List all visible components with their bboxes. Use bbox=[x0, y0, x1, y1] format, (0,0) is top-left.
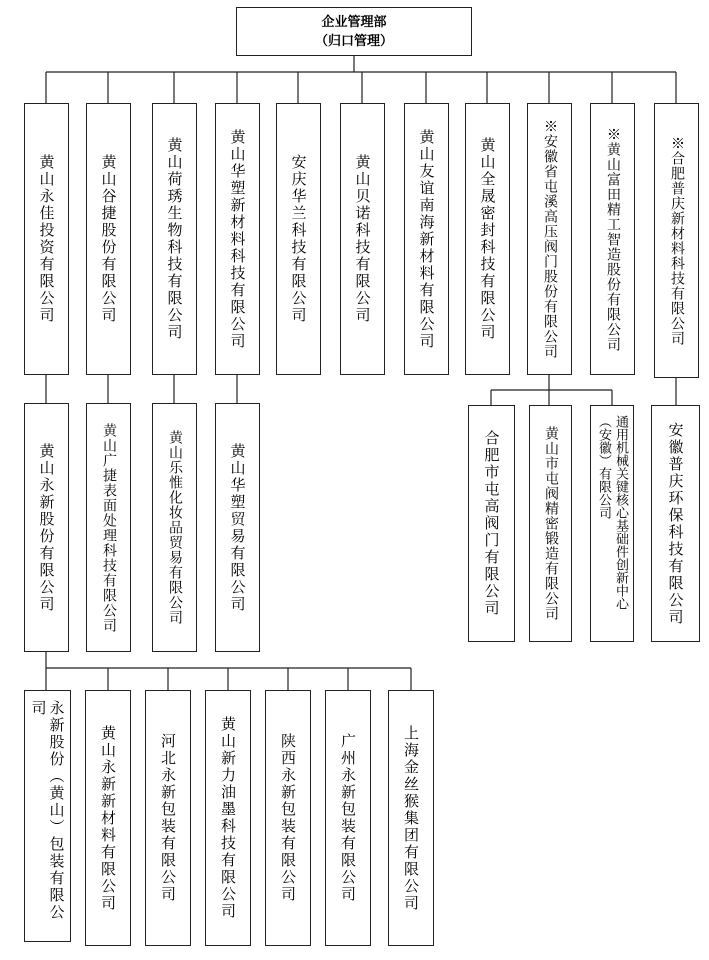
node-hexiu-bio bbox=[152, 103, 197, 375]
node-label: ※黄山富田精工智造股份有限公司 bbox=[605, 126, 621, 352]
node-shaanxi-yongxin-packaging bbox=[265, 690, 311, 946]
node-hefei-tungao-valve bbox=[468, 405, 515, 642]
node-hefei-puqing bbox=[654, 103, 699, 378]
node-label: 黄山友谊南海新材料有限公司 bbox=[417, 128, 436, 350]
node-label: 黄山华塑贸易有限公司 bbox=[228, 442, 247, 613]
node-label: 黄山永新股份有限公司 bbox=[37, 442, 56, 613]
node-label: 黄山永佳投资有限公司 bbox=[37, 154, 56, 324]
node-lewei-cosmetics bbox=[152, 403, 197, 652]
node-label: 合肥市屯高阀门有限公司 bbox=[482, 430, 501, 617]
node-label: 河北永新包装有限公司 bbox=[159, 733, 177, 903]
node-label: 通用机械关键核心基础件创新中心（安徽）有限公司 bbox=[596, 414, 628, 610]
node-label: 上海金丝猴集团有限公司 bbox=[402, 724, 420, 912]
node-label: 陕西永新包装有限公司 bbox=[279, 733, 297, 903]
node-label: 广州永新包装有限公司 bbox=[339, 733, 357, 903]
node-label: 安徽普庆环保科技有限公司 bbox=[666, 421, 685, 626]
node-guangjie-surface bbox=[86, 403, 131, 652]
node-yongxin-shares bbox=[24, 403, 69, 652]
node-yongxin-new-material bbox=[85, 690, 131, 946]
node-label: 黄山市屯阀精密锻造有限公司 bbox=[543, 426, 559, 621]
node-label: 黄山贝诺科技有限公司 bbox=[353, 154, 372, 324]
node-hebei-yongxin-packaging bbox=[145, 690, 191, 946]
node-futian-precision bbox=[590, 103, 635, 375]
node-xinli-ink bbox=[205, 690, 251, 946]
node-beinuo bbox=[340, 103, 385, 375]
node-gujie bbox=[86, 103, 131, 375]
node-label: 黄山广捷表面处理科技有限公司 bbox=[101, 422, 117, 633]
node-puqing-environmental bbox=[651, 405, 700, 642]
node-tunfa-forging bbox=[529, 405, 572, 642]
node-huasu-material bbox=[215, 103, 260, 375]
node-anqing-hualan bbox=[276, 103, 321, 375]
node-tongyong-innovation bbox=[590, 405, 634, 642]
node-label: 黄山新力油墨科技有限公司 bbox=[219, 716, 237, 920]
node-guangzhou-yongxin-packaging bbox=[325, 690, 371, 946]
node-huasu-trade bbox=[215, 403, 260, 652]
node-label: 黄山华塑新材料科技有限公司 bbox=[228, 128, 247, 350]
root-title: 企业管理部 bbox=[321, 14, 387, 30]
node-label: 黄山永新新材料有限公司 bbox=[99, 724, 117, 912]
node-tunxi-valve bbox=[527, 103, 572, 375]
node-yongxin-huangshan-packaging bbox=[24, 690, 71, 942]
node-quansheng-seal bbox=[465, 103, 510, 375]
node-label: ※合肥普庆新材料科技有限公司 bbox=[669, 135, 685, 346]
root-subtitle: （归口管理） bbox=[314, 33, 393, 49]
node-youyi-nanhai bbox=[404, 103, 449, 375]
node-label: 安庆华兰科技有限公司 bbox=[289, 154, 308, 324]
node-label: ※安徽省屯溪高压阀门股份有限公司 bbox=[542, 119, 558, 359]
node-label: 黄山乐惟化妆品贸易有限公司 bbox=[167, 430, 183, 625]
node-shanghai-jinsihou bbox=[388, 690, 434, 946]
node-label: 黄山荷琇生物科技有限公司 bbox=[165, 137, 184, 341]
node-label: 黄山谷捷股份有限公司 bbox=[99, 154, 118, 324]
node-label: 永新股份（黄山）包装有限公司 bbox=[29, 700, 66, 921]
node-yongjia-investment bbox=[24, 103, 69, 375]
root-node-enterprise-management bbox=[236, 7, 472, 56]
node-label: 黄山全晟密封科技有限公司 bbox=[478, 137, 497, 341]
